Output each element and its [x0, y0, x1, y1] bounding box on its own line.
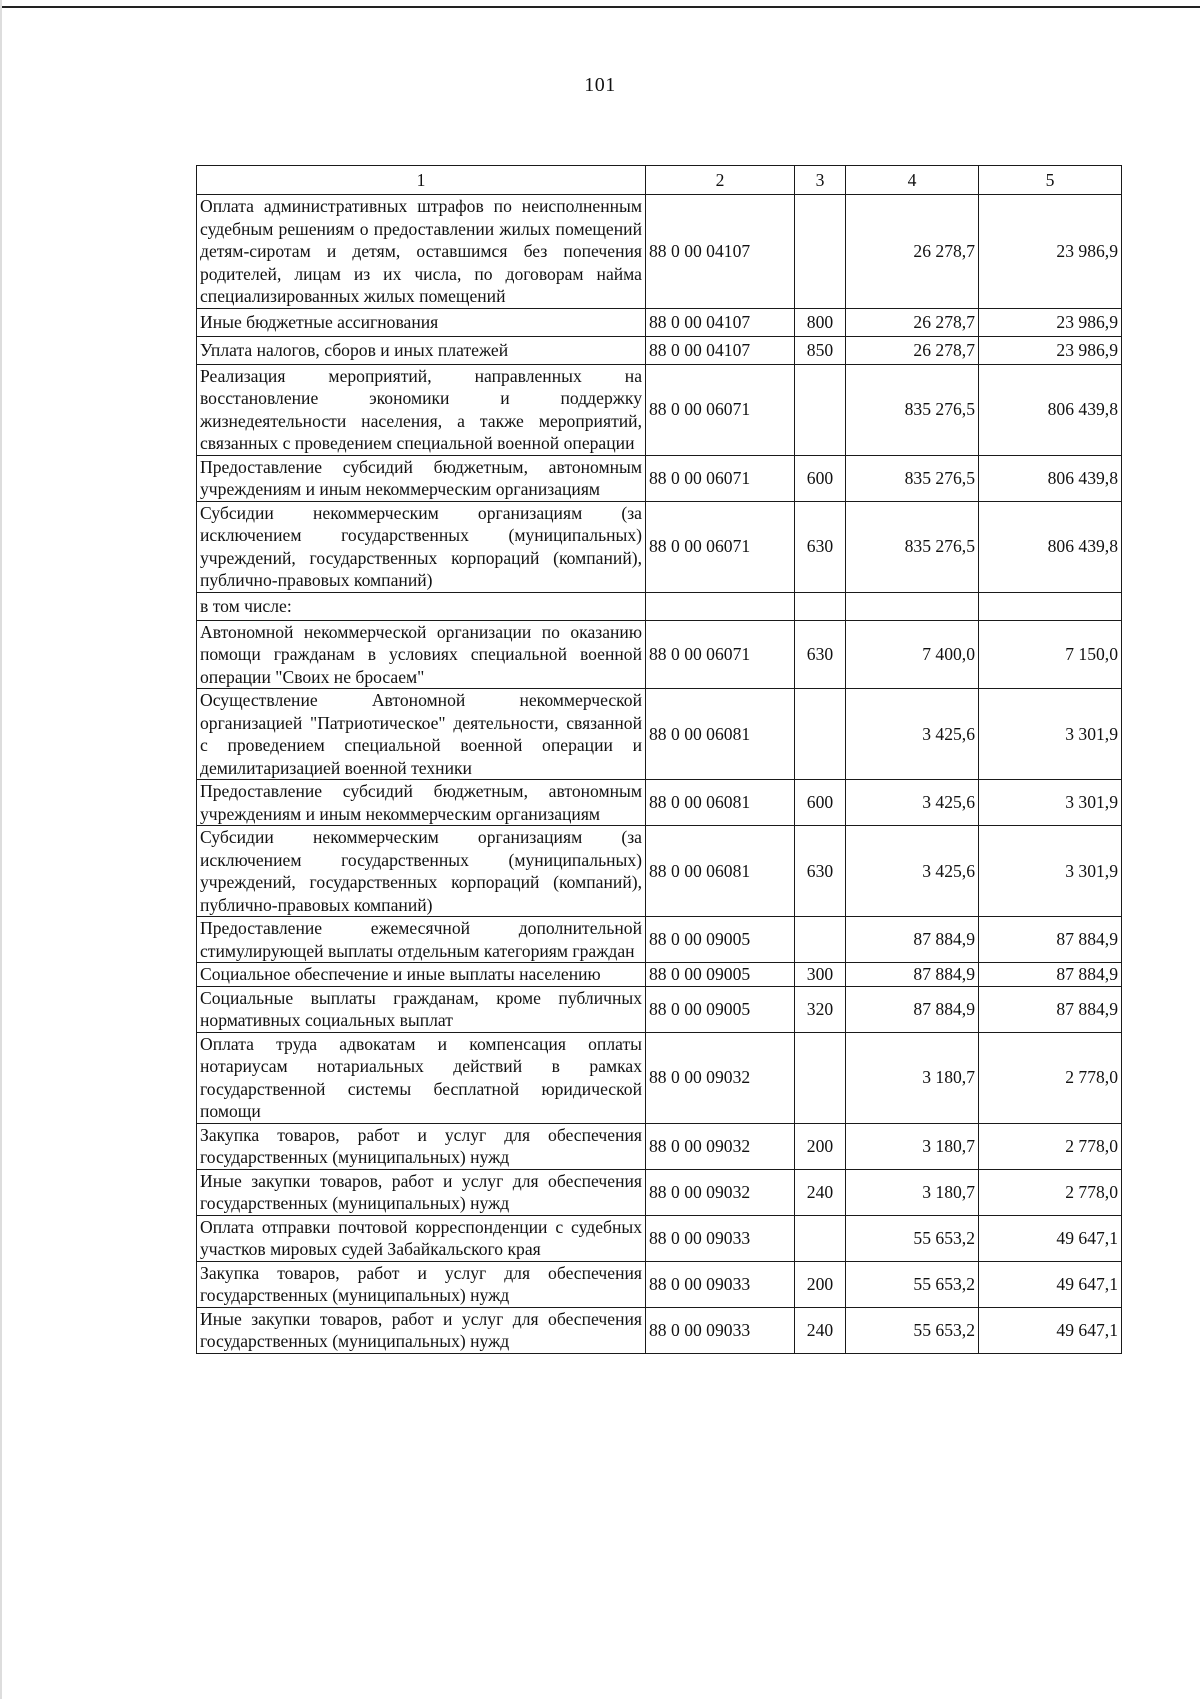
row-sum1-cell: 26 278,7	[846, 308, 979, 336]
row-code-cell: 88 0 00 09005	[646, 917, 795, 963]
table-row	[197, 986, 1122, 1032]
page-left-edge	[0, 0, 2, 1699]
row-type-cell: 320	[795, 986, 846, 1032]
row-name-cell: в том числе:	[197, 592, 646, 620]
row-code-cell: 88 0 00 06081	[646, 689, 795, 780]
row-name-cell: Автономной некоммерческой организации по оказанию помощи гражданам в условиях специальной военной операции "Своих не бросаем"	[197, 620, 646, 689]
row-sum2-cell: 87 884,9	[979, 986, 1122, 1032]
row-name-cell: Предоставление субсидий бюджетным, автономным учреждениям и иным некоммерческим организациям	[197, 455, 646, 501]
row-code-cell: 88 0 00 04107	[646, 336, 795, 364]
row-code-cell: 88 0 00 09032	[646, 1032, 795, 1123]
row-name-cell: Оплата труда адвокатам и компенсация оплаты нотариусам нотариальных действий в рамках государственной системы бесплатной юридической помощи	[197, 1032, 646, 1123]
row-type-cell: 600	[795, 780, 846, 826]
row-code-cell: 88 0 00 09005	[646, 963, 795, 987]
row-type-cell	[795, 364, 846, 455]
row-type-cell: 240	[795, 1169, 846, 1215]
table-row	[197, 592, 1122, 620]
row-name-cell: Субсидии некоммерческим организациям (за исключением государственных (муниципальных) учреждений, государственных корпораций (компаний), публично-правовых компаний)	[197, 501, 646, 592]
table-row	[197, 364, 1122, 455]
table-row	[197, 780, 1122, 826]
row-type-cell	[795, 1215, 846, 1261]
row-type-cell: 630	[795, 501, 846, 592]
row-sum2-cell: 23 986,9	[979, 195, 1122, 309]
row-code-cell: 88 0 00 06071	[646, 455, 795, 501]
row-sum1-cell: 835 276,5	[846, 455, 979, 501]
table-row	[197, 195, 1122, 309]
table-row	[197, 689, 1122, 780]
row-type-cell	[795, 195, 846, 309]
table-row	[197, 308, 1122, 336]
row-name-cell: Предоставление субсидий бюджетным, автономным учреждениям и иным некоммерческим организациям	[197, 780, 646, 826]
row-sum2-cell: 2 778,0	[979, 1123, 1122, 1169]
row-name-cell: Оплата административных штрафов по неисполненным судебным решениям о предоставлении жилых помещений детям-сиротам и детям, оставшимся без попечения родителей, лицам из их числа, по договорам найма специализированных жилых помещений	[197, 195, 646, 309]
row-sum1-cell: 3 425,6	[846, 780, 979, 826]
table-row	[197, 1215, 1122, 1261]
table-row	[197, 826, 1122, 917]
row-sum2-cell: 23 986,9	[979, 336, 1122, 364]
row-name-cell: Оплата отправки почтовой корреспонденции с судебных участков мировых судей Забайкальского края	[197, 1215, 646, 1261]
row-name-cell: Предоставление ежемесячной дополнительной стимулирующей выплаты отдельным категориям граждан	[197, 917, 646, 963]
row-type-cell: 630	[795, 620, 846, 689]
row-sum2-cell	[979, 592, 1122, 620]
row-sum1-cell: 87 884,9	[846, 963, 979, 987]
table-row	[197, 1123, 1122, 1169]
row-code-cell: 88 0 00 06071	[646, 501, 795, 592]
row-sum1-cell: 87 884,9	[846, 986, 979, 1032]
table-row	[197, 336, 1122, 364]
row-code-cell: 88 0 00 06071	[646, 620, 795, 689]
row-sum2-cell: 806 439,8	[979, 455, 1122, 501]
row-code-cell	[646, 592, 795, 620]
row-code-cell: 88 0 00 09033	[646, 1261, 795, 1307]
table-row	[197, 620, 1122, 689]
row-code-cell: 88 0 00 09032	[646, 1123, 795, 1169]
row-sum1-cell: 26 278,7	[846, 336, 979, 364]
row-type-cell	[795, 689, 846, 780]
row-sum2-cell: 87 884,9	[979, 963, 1122, 987]
row-type-cell: 240	[795, 1307, 846, 1353]
row-type-cell: 600	[795, 455, 846, 501]
row-code-cell: 88 0 00 09032	[646, 1169, 795, 1215]
table-row	[197, 963, 1122, 987]
table-header	[197, 166, 1122, 195]
row-sum1-cell: 3 425,6	[846, 826, 979, 917]
row-name-cell: Социальные выплаты гражданам, кроме публичных нормативных социальных выплат	[197, 986, 646, 1032]
row-sum2-cell: 2 778,0	[979, 1032, 1122, 1123]
row-code-cell: 88 0 00 06081	[646, 826, 795, 917]
table-row	[197, 1261, 1122, 1307]
row-name-cell: Реализация мероприятий, направленных на восстановление экономики и поддержку жизнедеятельности населения, а также мероприятий, связанных с проведением специальной военной операции	[197, 364, 646, 455]
row-sum2-cell: 3 301,9	[979, 780, 1122, 826]
row-type-cell	[795, 1032, 846, 1123]
table-row	[197, 1307, 1122, 1353]
row-name-cell: Уплата налогов, сборов и иных платежей	[197, 336, 646, 364]
row-sum1-cell: 3 180,7	[846, 1032, 979, 1123]
row-sum2-cell: 3 301,9	[979, 689, 1122, 780]
row-type-cell: 200	[795, 1261, 846, 1307]
row-sum1-cell: 835 276,5	[846, 501, 979, 592]
row-sum1-cell: 7 400,0	[846, 620, 979, 689]
row-type-cell	[795, 917, 846, 963]
row-name-cell: Закупка товаров, работ и услуг для обеспечения государственных (муниципальных) нужд	[197, 1123, 646, 1169]
row-type-cell: 300	[795, 963, 846, 987]
row-sum2-cell: 23 986,9	[979, 308, 1122, 336]
row-sum2-cell: 806 439,8	[979, 364, 1122, 455]
header-cell-5: 5	[979, 166, 1122, 195]
header-cell-2: 2	[646, 166, 795, 195]
row-sum1-cell: 55 653,2	[846, 1215, 979, 1261]
table-row	[197, 917, 1122, 963]
row-sum1-cell: 835 276,5	[846, 364, 979, 455]
row-sum1-cell: 3 180,7	[846, 1123, 979, 1169]
row-sum2-cell: 49 647,1	[979, 1215, 1122, 1261]
row-sum2-cell: 7 150,0	[979, 620, 1122, 689]
row-code-cell: 88 0 00 09033	[646, 1215, 795, 1261]
table-row	[197, 455, 1122, 501]
row-sum2-cell: 2 778,0	[979, 1169, 1122, 1215]
row-name-cell: Иные закупки товаров, работ и услуг для обеспечения государственных (муниципальных) нужд	[197, 1307, 646, 1353]
row-sum1-cell: 3 180,7	[846, 1169, 979, 1215]
row-sum1-cell: 87 884,9	[846, 917, 979, 963]
row-code-cell: 88 0 00 09033	[646, 1307, 795, 1353]
row-code-cell: 88 0 00 04107	[646, 195, 795, 309]
row-sum2-cell: 806 439,8	[979, 501, 1122, 592]
row-sum1-cell: 55 653,2	[846, 1261, 979, 1307]
header-cell-3: 3	[795, 166, 846, 195]
row-sum2-cell: 49 647,1	[979, 1261, 1122, 1307]
row-sum2-cell: 3 301,9	[979, 826, 1122, 917]
table-body	[197, 195, 1122, 1354]
page-top-edge	[0, 0, 1200, 8]
header-cell-4: 4	[846, 166, 979, 195]
row-type-cell: 630	[795, 826, 846, 917]
row-name-cell: Иные бюджетные ассигнования	[197, 308, 646, 336]
page-number: 101	[584, 74, 616, 96]
table-row	[197, 501, 1122, 592]
row-sum1-cell: 55 653,2	[846, 1307, 979, 1353]
row-sum1-cell	[846, 592, 979, 620]
table-row	[197, 1032, 1122, 1123]
row-sum2-cell: 49 647,1	[979, 1307, 1122, 1353]
row-name-cell: Социальное обеспечение и иные выплаты населению	[197, 963, 646, 987]
row-type-cell: 200	[795, 1123, 846, 1169]
row-type-cell	[795, 592, 846, 620]
row-code-cell: 88 0 00 06071	[646, 364, 795, 455]
row-type-cell: 850	[795, 336, 846, 364]
header-cell-1: 1	[197, 166, 646, 195]
row-sum2-cell: 87 884,9	[979, 917, 1122, 963]
row-code-cell: 88 0 00 09005	[646, 986, 795, 1032]
table-row	[197, 1169, 1122, 1215]
row-type-cell: 800	[795, 308, 846, 336]
row-name-cell: Иные закупки товаров, работ и услуг для обеспечения государственных (муниципальных) нужд	[197, 1169, 646, 1215]
row-name-cell: Закупка товаров, работ и услуг для обеспечения государственных (муниципальных) нужд	[197, 1261, 646, 1307]
row-code-cell: 88 0 00 04107	[646, 308, 795, 336]
row-name-cell: Субсидии некоммерческим организациям (за исключением государственных (муниципальных) учреждений, государственных корпораций (компаний), публично-правовых компаний)	[197, 826, 646, 917]
row-name-cell: Осуществление Автономной некоммерческой организацией "Патриотическое" деятельности, связанной с проведением специальной военной операции и демилитаризацией военной техники	[197, 689, 646, 780]
row-sum1-cell: 26 278,7	[846, 195, 979, 309]
header-row	[197, 166, 1122, 195]
budget-table	[196, 165, 1122, 1354]
row-sum1-cell: 3 425,6	[846, 689, 979, 780]
row-code-cell: 88 0 00 06081	[646, 780, 795, 826]
